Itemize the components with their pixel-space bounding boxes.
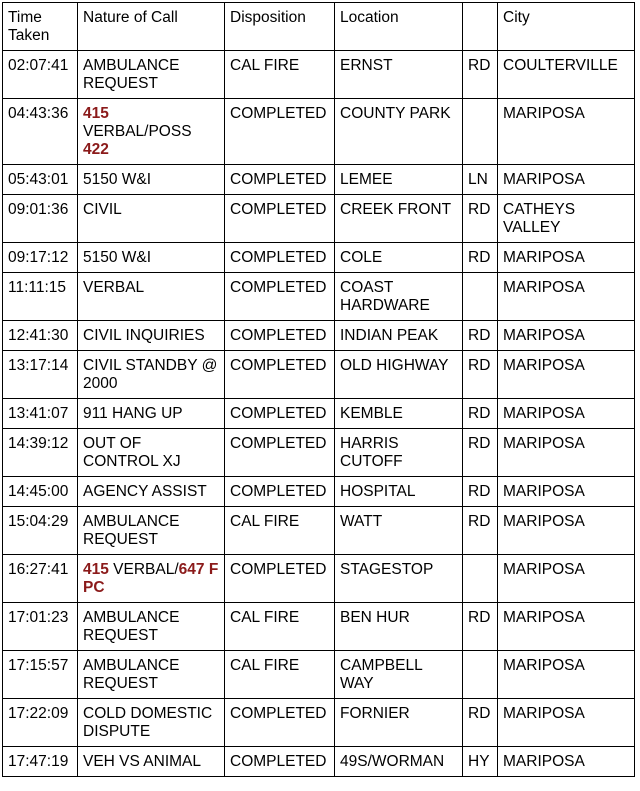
table-row xyxy=(3,429,635,477)
city-cell: MARIPOSA xyxy=(498,429,635,477)
table-row xyxy=(3,555,635,603)
nature-cell xyxy=(78,99,225,165)
time-cell: 17:15:57 xyxy=(3,651,78,699)
disposition-cell: COMPLETED xyxy=(225,747,335,777)
table-row xyxy=(3,699,635,747)
nature-text: AMBULANCE REQUEST xyxy=(83,513,180,548)
disposition-cell: CAL FIRE xyxy=(225,51,335,99)
table-row xyxy=(3,273,635,321)
suffix-cell: RD xyxy=(463,429,498,477)
nature-cell xyxy=(78,273,225,321)
city-cell: COULTERVILLE xyxy=(498,51,635,99)
time-cell: 09:01:36 xyxy=(3,195,78,243)
location-cell: COLE xyxy=(335,243,463,273)
city-cell: MARIPOSA xyxy=(498,243,635,273)
nature-cell xyxy=(78,507,225,555)
disposition-cell: CAL FIRE xyxy=(225,603,335,651)
nature-cell xyxy=(78,243,225,273)
table-row xyxy=(3,321,635,351)
city-cell: MARIPOSA xyxy=(498,507,635,555)
city-cell: MARIPOSA xyxy=(498,351,635,399)
nature-text: CIVIL STANDBY @ 2000 xyxy=(83,357,218,392)
suffix-cell: RD xyxy=(463,243,498,273)
disposition-cell: COMPLETED xyxy=(225,273,335,321)
table-row xyxy=(3,747,635,777)
nature-text: AMBULANCE REQUEST xyxy=(83,57,180,92)
disposition-cell: COMPLETED xyxy=(225,555,335,603)
city-cell: MARIPOSA xyxy=(498,399,635,429)
code-text: 422 xyxy=(83,141,109,158)
time-cell: 13:41:07 xyxy=(3,399,78,429)
disposition-cell: COMPLETED xyxy=(225,351,335,399)
nature-cell xyxy=(78,651,225,699)
table-row xyxy=(3,165,635,195)
nature-cell xyxy=(78,603,225,651)
nature-text: OUT OF CONTROL XJ xyxy=(83,435,181,470)
nature-cell xyxy=(78,429,225,477)
location-cell: CREEK FRONT xyxy=(335,195,463,243)
time-cell: 17:01:23 xyxy=(3,603,78,651)
location-cell: OLD HIGHWAY xyxy=(335,351,463,399)
code-text: 415 xyxy=(83,105,109,122)
location-cell: ERNST xyxy=(335,51,463,99)
city-cell: MARIPOSA xyxy=(498,555,635,603)
suffix-cell: RD xyxy=(463,699,498,747)
header-suffix xyxy=(463,3,498,51)
location-cell: FORNIER xyxy=(335,699,463,747)
location-cell: HOSPITAL xyxy=(335,477,463,507)
disposition-cell: CAL FIRE xyxy=(225,507,335,555)
disposition-cell: COMPLETED xyxy=(225,99,335,165)
nature-cell xyxy=(78,351,225,399)
nature-cell xyxy=(78,321,225,351)
time-cell: 14:39:12 xyxy=(3,429,78,477)
disposition-cell: COMPLETED xyxy=(225,699,335,747)
time-cell: 16:27:41 xyxy=(3,555,78,603)
location-cell: 49S/WORMAN xyxy=(335,747,463,777)
suffix-cell xyxy=(463,555,498,603)
disposition-cell: COMPLETED xyxy=(225,477,335,507)
nature-cell xyxy=(78,477,225,507)
suffix-cell xyxy=(463,99,498,165)
location-cell: CAMPBELL WAY xyxy=(335,651,463,699)
suffix-cell: RD xyxy=(463,195,498,243)
city-cell: CATHEYS VALLEY xyxy=(498,195,635,243)
time-cell: 05:43:01 xyxy=(3,165,78,195)
time-cell: 14:45:00 xyxy=(3,477,78,507)
disposition-cell: COMPLETED xyxy=(225,165,335,195)
location-cell: COUNTY PARK xyxy=(335,99,463,165)
city-cell: MARIPOSA xyxy=(498,99,635,165)
suffix-cell xyxy=(463,651,498,699)
suffix-cell: RD xyxy=(463,51,498,99)
time-cell: 13:17:14 xyxy=(3,351,78,399)
nature-text: VERBAL/ xyxy=(108,561,179,578)
city-cell: MARIPOSA xyxy=(498,603,635,651)
location-cell: WATT xyxy=(335,507,463,555)
nature-text: AGENCY ASSIST xyxy=(83,483,207,500)
suffix-cell: LN xyxy=(463,165,498,195)
table-row xyxy=(3,99,635,165)
table-row xyxy=(3,51,635,99)
suffix-cell: RD xyxy=(463,603,498,651)
nature-text: VEH VS ANIMAL xyxy=(83,753,202,770)
table-row xyxy=(3,603,635,651)
nature-cell xyxy=(78,747,225,777)
nature-cell xyxy=(78,399,225,429)
disposition-cell: COMPLETED xyxy=(225,195,335,243)
nature-text: COLD DOMESTIC DISPUTE xyxy=(83,705,213,740)
table-row xyxy=(3,399,635,429)
nature-text: AMBULANCE REQUEST xyxy=(83,609,180,644)
table-row xyxy=(3,243,635,273)
city-cell: MARIPOSA xyxy=(498,651,635,699)
city-cell: MARIPOSA xyxy=(498,165,635,195)
disposition-cell: CAL FIRE xyxy=(225,651,335,699)
location-cell: STAGESTOP xyxy=(335,555,463,603)
table-row xyxy=(3,195,635,243)
nature-cell xyxy=(78,699,225,747)
header-nature: Nature of Call xyxy=(78,3,225,51)
header-time: Time Taken xyxy=(3,3,78,51)
table-row xyxy=(3,651,635,699)
nature-text: CIVIL xyxy=(83,201,122,218)
suffix-cell: RD xyxy=(463,399,498,429)
code-text: 647 F PC xyxy=(83,561,219,596)
header-location: Location xyxy=(335,3,463,51)
nature-text: 911 HANG UP xyxy=(83,405,183,422)
city-cell: MARIPOSA xyxy=(498,477,635,507)
location-cell: BEN HUR xyxy=(335,603,463,651)
time-cell: 04:43:36 xyxy=(3,99,78,165)
nature-cell xyxy=(78,165,225,195)
nature-text: VERBAL/POSS xyxy=(83,123,192,140)
call-log-table xyxy=(2,2,635,777)
nature-cell xyxy=(78,195,225,243)
disposition-cell: COMPLETED xyxy=(225,399,335,429)
suffix-cell: RD xyxy=(463,321,498,351)
table-row xyxy=(3,507,635,555)
city-cell: MARIPOSA xyxy=(498,747,635,777)
location-cell: COAST HARDWARE xyxy=(335,273,463,321)
location-cell: INDIAN PEAK xyxy=(335,321,463,351)
header-city: City xyxy=(498,3,635,51)
time-cell: 09:17:12 xyxy=(3,243,78,273)
nature-text: CIVIL INQUIRIES xyxy=(83,327,205,344)
nature-cell xyxy=(78,555,225,603)
time-cell: 17:47:19 xyxy=(3,747,78,777)
disposition-cell: COMPLETED xyxy=(225,243,335,273)
suffix-cell: RD xyxy=(463,477,498,507)
table-row xyxy=(3,477,635,507)
nature-text: AMBULANCE REQUEST xyxy=(83,657,180,692)
code-text: 415 xyxy=(83,561,109,578)
header-row xyxy=(3,3,635,51)
time-cell: 15:04:29 xyxy=(3,507,78,555)
city-cell: MARIPOSA xyxy=(498,273,635,321)
suffix-cell: HY xyxy=(463,747,498,777)
suffix-cell xyxy=(463,273,498,321)
location-cell: LEMEE xyxy=(335,165,463,195)
header-disposition: Disposition xyxy=(225,3,335,51)
suffix-cell: RD xyxy=(463,351,498,399)
nature-text: VERBAL xyxy=(83,279,145,296)
disposition-cell: COMPLETED xyxy=(225,429,335,477)
nature-cell xyxy=(78,51,225,99)
nature-text: 5150 W&I xyxy=(83,249,152,266)
table-row xyxy=(3,351,635,399)
nature-text: 5150 W&I xyxy=(83,171,152,188)
time-cell: 02:07:41 xyxy=(3,51,78,99)
city-cell: MARIPOSA xyxy=(498,699,635,747)
location-cell: KEMBLE xyxy=(335,399,463,429)
disposition-cell: COMPLETED xyxy=(225,321,335,351)
city-cell: MARIPOSA xyxy=(498,321,635,351)
time-cell: 17:22:09 xyxy=(3,699,78,747)
time-cell: 11:11:15 xyxy=(3,273,78,321)
call-rows xyxy=(3,51,635,777)
time-cell: 12:41:30 xyxy=(3,321,78,351)
location-cell: HARRIS CUTOFF xyxy=(335,429,463,477)
suffix-cell: RD xyxy=(463,507,498,555)
